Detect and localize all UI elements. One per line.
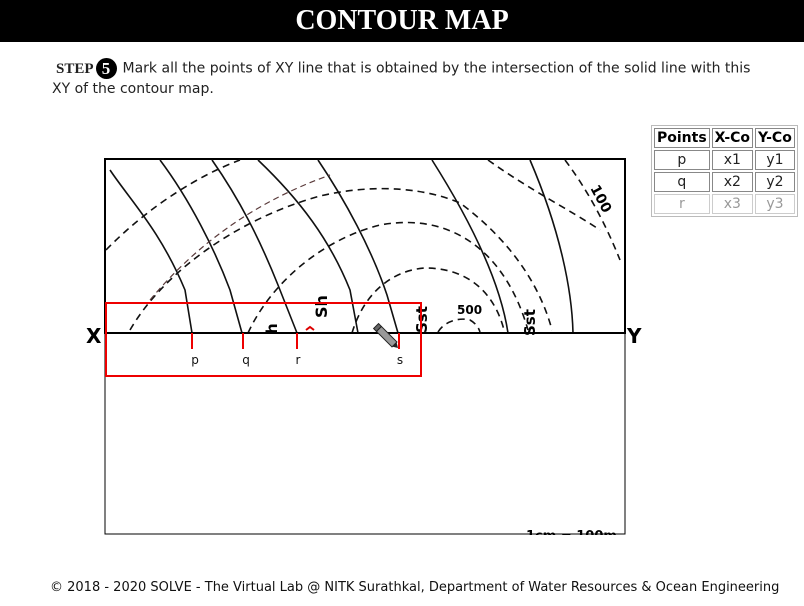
section-frame <box>105 333 625 534</box>
marker-label-q: q <box>242 353 250 367</box>
x-cell: x1 <box>712 150 753 170</box>
rock-label-sh: Sh <box>312 295 331 318</box>
scale-mask <box>510 535 620 549</box>
axis-label-x: X <box>86 324 102 348</box>
marker-label-p: p <box>191 353 199 367</box>
step-instruction-text: Mark all the points of XY line that is obtained by the intersection of the solid line with this XY of the contour map. <box>52 60 751 97</box>
step-label: STEP <box>56 60 94 77</box>
y-cell: y3 <box>755 194 795 214</box>
point-cell: p <box>654 150 710 170</box>
upper-map-frame <box>105 159 625 333</box>
y-cell: y2 <box>755 172 795 192</box>
header-x-co: X-Co <box>712 128 753 148</box>
x-cell: x2 <box>712 172 753 192</box>
rock-label-sst: Sst <box>413 306 431 333</box>
contour-label-100: 100 <box>586 182 615 216</box>
point-cell: q <box>654 172 710 192</box>
step-number-badge: 5 <box>96 58 117 79</box>
marker-label-r: r <box>295 353 301 367</box>
marker-label-s: s <box>396 353 404 367</box>
header-points: Points <box>654 128 710 148</box>
y-cell: y1 <box>755 150 795 170</box>
rock-label-h: h <box>263 323 281 334</box>
point-cell: r <box>654 194 710 214</box>
axis-label-y: Y <box>627 324 642 348</box>
contour-label-500: 500 <box>457 303 483 317</box>
page-title: CONTOUR MAP <box>0 0 804 42</box>
rock-label-sst: Sst <box>521 309 539 336</box>
header-y-co: Y-Co <box>755 128 795 148</box>
x-cell: x3 <box>712 194 753 214</box>
footer-copyright: © 2018 - 2020 SOLVE - The Virtual Lab @ NITK Surathkal, Department of Water Resources & Ocean Engineering <box>50 580 780 595</box>
